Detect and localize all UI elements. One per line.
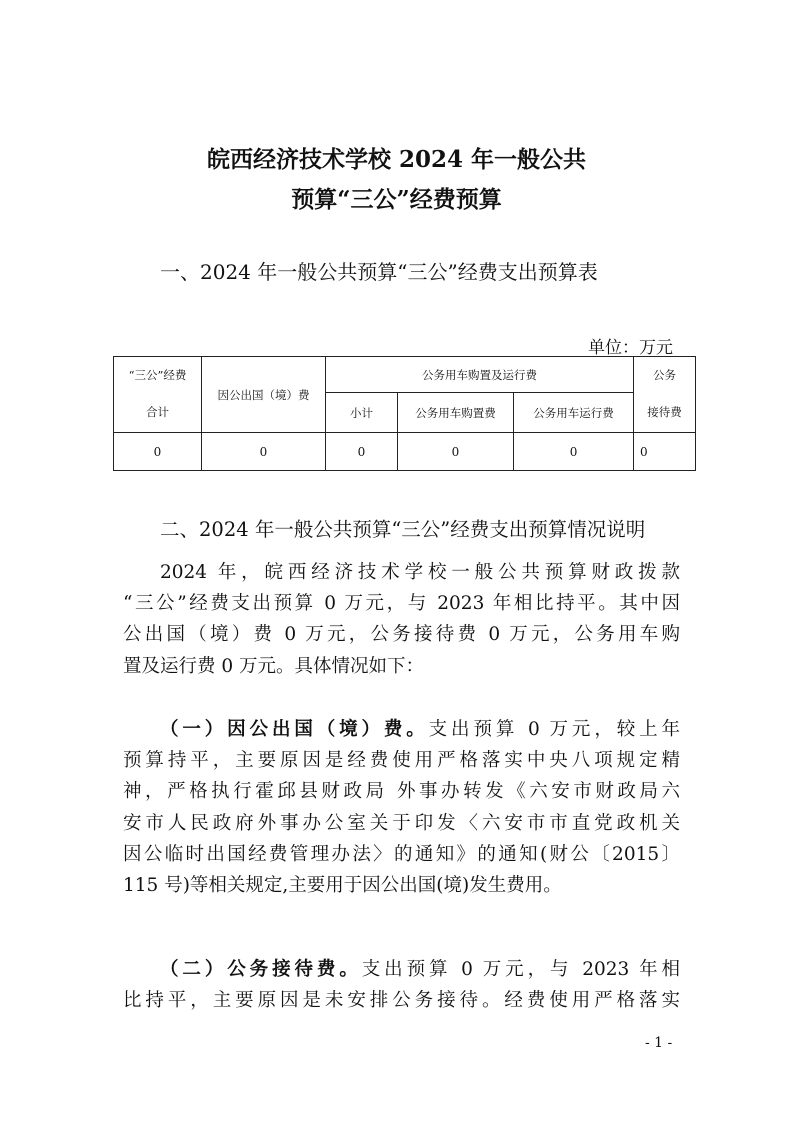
paragraph-abroad-cost [123,714,680,901]
unit-label: 单位：万元 [588,338,673,358]
page-number: - 1 - [645,1035,673,1051]
subsection-heading-reception: （二）公务接待费。 [160,959,362,980]
header-reception-bottom: 接待费 [634,393,696,433]
header-vehicle-cost: 公务用车购置及运行费 [326,357,634,393]
paragraph-line: 神，严格执行霍邱县财政局 外事办转发《六安市财政局六 [123,781,680,803]
header-subtotal: 小计 [326,393,398,433]
value-vehicle-purchase: 0 [398,433,514,471]
subsection-heading-abroad: （一）因公出国（境）费。 [160,719,429,740]
section-2-title: 二、2024 年一般公共预算“三公”经费支出预算情况说明 [160,518,646,541]
paragraph-line [123,714,680,745]
table-row [114,433,696,471]
budget-table [113,356,696,471]
paragraph-line: 置及运行费 0 万元。具体情况如下： [123,655,425,677]
value-sangong-total: 0 [114,433,202,471]
table-header-row-2 [114,393,696,433]
header-sangong-total-bottom: 合计 [114,393,202,433]
paragraph-line: 安市人民政府外事办公室关于印发〈六安市市直党政机关 [123,812,680,834]
paragraph-line: “三公”经费支出预算 0 万元，与 2023 年相比持平。其中因 [123,593,680,615]
paragraph-line: 比持平，主要原因是未安排公务接待。经费使用严格落实 [123,990,680,1012]
paragraph-line [123,954,680,985]
header-sangong-total-top: “三公”经费 [114,357,202,393]
header-reception-top: 公务 [634,357,696,393]
header-vehicle-operation: 公务用车运行费 [514,393,634,433]
document-title-line-1: 皖西经济技术学校 2024 年一般公共 [206,146,587,173]
paragraph-line: 2024 年，皖西经济技术学校一般公共预算财政拨款 [160,562,680,583]
paragraph-line: 公出国（境）费 0 万元，公务接待费 0 万元，公务用车购 [123,624,680,646]
paragraph-line: 预算持平，主要原因是经费使用严格落实中央八项规定精 [123,750,680,772]
document-title-line-2: 预算“三公”经费预算 [291,186,502,213]
value-abroad-cost: 0 [202,433,326,471]
value-reception: 0 [634,433,696,471]
paragraph-reception-cost [123,954,680,1016]
paragraph-text: 支出预算 0 万元，较上年 [428,719,680,740]
paragraph-overview [123,557,680,682]
value-vehicle-operation: 0 [514,433,634,471]
section-1-title: 一、2024 年一般公共预算“三公”经费支出预算表 [160,260,598,284]
paragraph-text: 支出预算 0 万元，与 2023 年相 [361,959,680,980]
value-subtotal: 0 [326,433,398,471]
header-abroad-cost: 因公出国（境）费 [202,357,326,433]
paragraph-line: 115 号)等相关规定,主要用于因公出国(境)发生费用。 [123,875,562,897]
table-header-row-1 [114,357,696,393]
header-vehicle-purchase: 公务用车购置费 [398,393,514,433]
paragraph-line: 因公临时出国经费管理办法〉的通知》的通知(财公〔2015〕 [123,843,680,865]
